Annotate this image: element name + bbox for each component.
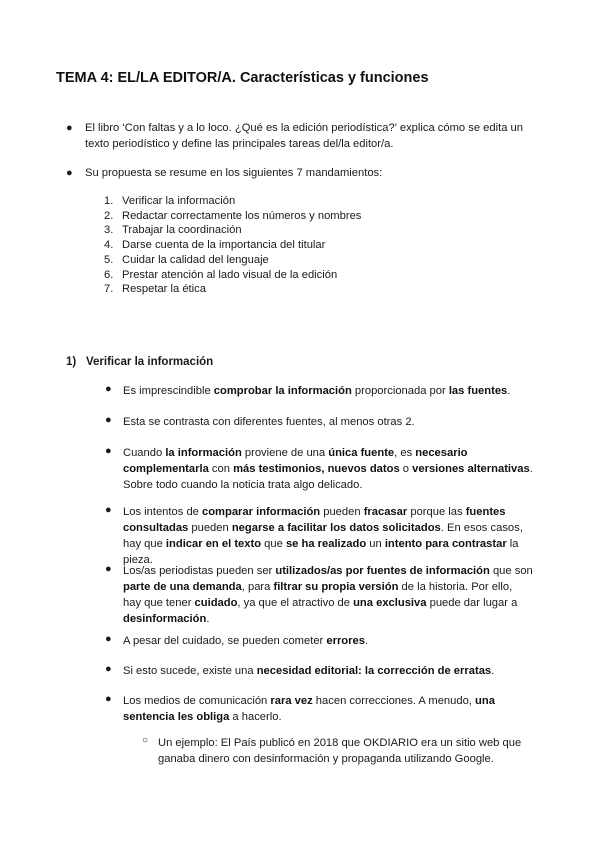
bold-text: errores [326,635,365,647]
mandate-item [104,194,361,209]
section-bullet-text [123,563,533,627]
text-run: que son [489,565,533,577]
text-run: . [507,385,511,397]
bullet-icon: ● [66,167,73,179]
text-run: Si esto sucede, existe una [123,665,257,677]
bullet-icon: ● [105,504,112,516]
bold-text: fuentes consultadas [123,506,506,534]
mandate-text: Cuidar la calidad del lenguaje [122,253,269,266]
text-run: . [364,635,369,647]
section-number: 1) [66,356,77,368]
mandate-item [104,268,361,283]
mandate-number: 7. [104,283,114,296]
text-run: puede dar lugar a [426,597,518,609]
bullet-icon: ● [105,563,112,575]
section-bullet-text [123,663,533,679]
text-run: Es imprescindible [123,385,214,397]
bullet-icon: ● [105,693,112,705]
text-run: proporcionada por [351,385,449,397]
section-bullet-text [123,414,533,430]
bold-text: la información [165,447,242,459]
bold-text: más testimonios, nuevos datos [233,463,400,475]
mandate-text: Darse cuenta de la importancia del titular [122,239,326,252]
bullet-icon: ● [66,122,73,134]
mandate-text: Respetar la ética [122,283,206,296]
text-run: porque las [407,506,466,518]
bold-text: rara vez [270,695,313,707]
bold-text: comparar información [202,506,321,518]
text-run: pueden [188,522,232,534]
bold-text: las fuentes [448,385,508,397]
mandate-text: Verificar la información [122,195,236,207]
bullet-icon: ● [105,414,112,426]
bold-text: utilizados/as por fuentes de información [275,565,490,577]
mandates-list [104,194,361,297]
bold-text: versiones alternativas [412,463,530,475]
mandate-number: 1. [104,195,114,207]
section-bullet-text [123,383,533,399]
section-bullet-text [123,445,533,493]
text-run: , para [241,581,274,593]
text-run: un [366,538,385,550]
bold-text: parte de una demanda [123,581,242,593]
bold-text: intento para contrastar [384,538,507,550]
mandate-number: 3. [104,224,114,237]
bold-text: filtrar su propia versión [273,581,399,593]
text-run: que [261,538,286,550]
text-run: proviene de una [241,447,329,459]
text-run: con [208,463,234,475]
bold-text: comprobar la información [213,385,352,397]
bold-text: cuidado [194,597,238,609]
mandate-number: 5. [104,253,114,266]
bullet-icon: ● [105,663,112,675]
section-bullet-text [123,504,533,568]
text-run: Esta se contrasta con diferentes fuentes, al menos otras 2. [123,416,415,428]
text-run: Los/as periodistas pueden ser [123,565,276,577]
intro-bullet-2 [0,165,525,181]
intro-bullet-1-text: El libro ‘Con faltas y a lo loco. ¿Qué es la edición periodística?’ explica cómo se edita un texto periodístico y define las principales tareas del/la editor/a. [85,122,523,150]
mandate-item [104,238,361,253]
text-run: de la historia. Por ello, hay que tener [123,581,513,609]
text-run: hacen correcciones. A menudo, [312,695,476,707]
text-run: Los intentos de [123,506,202,518]
text-run: , ya que el atractivo de [237,597,354,609]
section-heading-text: Verificar la información [86,356,214,368]
bold-text: única fuente [328,447,395,459]
text-run: . [491,665,495,677]
text-run: a hacerlo. [229,711,282,723]
bold-text: necesario complementarla [123,447,468,475]
text-run: o [399,463,413,475]
mandate-number: 2. [104,209,114,222]
text-run: . [206,613,210,625]
bold-text: indicar en el texto [165,538,262,550]
bold-text: desinformación [123,613,207,625]
mandate-number: 6. [104,268,114,281]
mandate-text: Redactar correctamente los números y nombres [122,209,362,222]
text-run: . Sobre todo cuando la noticia trata algo delicado. [123,463,533,491]
text-run: Los medios de comunicación [123,695,271,707]
bold-text: una sentencia les obliga [123,695,495,723]
bullet-icon: ● [105,445,112,457]
section-heading [66,356,213,368]
bold-text: negarse a facilitar los datos solicitados [231,522,441,534]
mandate-item [104,253,361,268]
text-run: . En esos casos, hay que [123,522,523,550]
bullet-icon: ● [105,633,112,645]
text-run: la pieza. [123,538,519,566]
page-title: TEMA 4: EL/LA EDITOR/A. Características y funciones [56,70,429,86]
bold-text: fracasar [363,506,408,518]
intro-bullet-1 [0,120,525,152]
text-run: A pesar del cuidado, se pueden cometer [123,635,327,647]
section-bullet-text [123,633,533,649]
circle-bullet-icon: ○ [142,735,149,746]
text-run: , es [394,447,416,459]
mandate-number: 4. [104,239,114,252]
bold-text: se ha realizado [285,538,367,550]
mandate-text: Trabajar la coordinación [122,224,242,237]
mandate-text: Prestar atención al lado visual de la edición [122,268,338,281]
intro-bullet-2-text: Su propuesta se resume en los siguientes 7 mandamientos: [85,167,383,179]
text-run: pueden [320,506,364,518]
mandate-item [104,223,361,238]
mandate-item [104,282,361,297]
bold-text: una exclusiva [353,597,427,609]
mandate-item [104,209,361,224]
bold-text: necesidad editorial: la corrección de erratas [256,665,492,677]
section-bullet-text [123,693,533,725]
sub-bullet-text: Un ejemplo: El País publicó en 2018 que OKDIARIO era un sitio web que ganaba dinero con desinformación y propaganda utilizando Google. [158,737,522,765]
bullet-icon: ● [105,383,112,395]
text-run: Cuando [123,447,166,459]
